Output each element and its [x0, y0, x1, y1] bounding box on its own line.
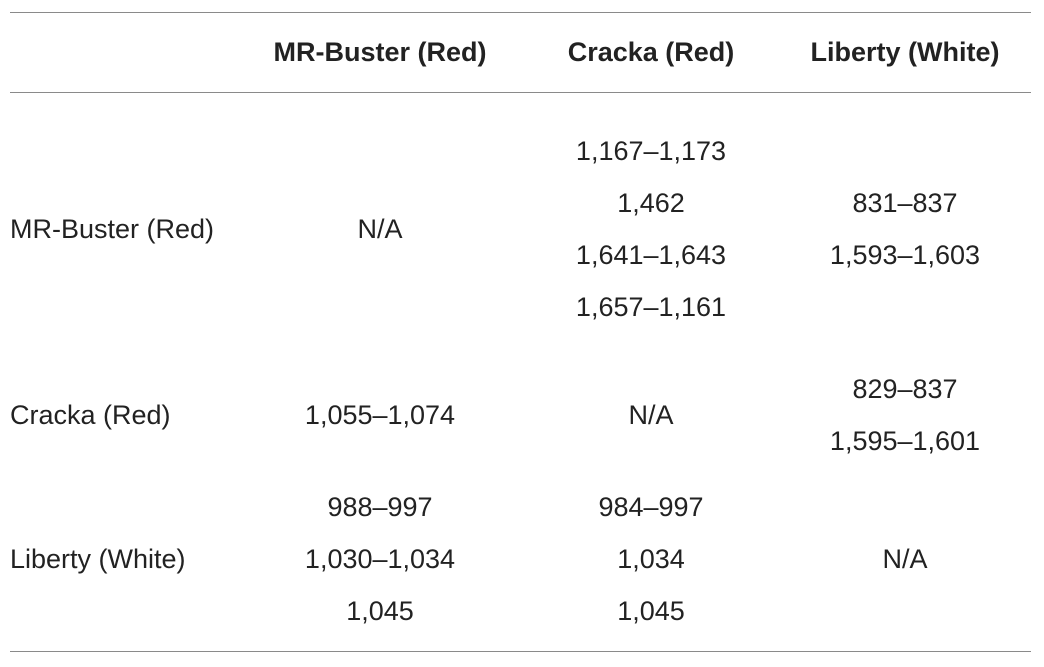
- column-header-cracka: Cracka (Red): [567, 37, 735, 67]
- table-header-rule: [10, 92, 1031, 93]
- table-bottom-rule: [10, 651, 1031, 652]
- cell-value: 831–837: [852, 188, 958, 218]
- cell-mr-buster-cracka: [520, 125, 782, 333]
- cell-mr-buster-mr-buster: [245, 203, 515, 255]
- table-top-rule: [10, 12, 1031, 13]
- column-header-liberty: Liberty (White): [810, 37, 1000, 67]
- cell-value: 1,034: [617, 544, 685, 574]
- cell-value: N/A: [357, 214, 403, 244]
- cell-cracka-mr-buster: [245, 389, 515, 441]
- cell-value: 1,045: [346, 596, 414, 626]
- row-label-cracka: Cracka (Red): [10, 400, 171, 430]
- cell-liberty-liberty: [785, 533, 1025, 585]
- cell-value: 988–997: [327, 492, 433, 522]
- cell-value: 1,593–1,603: [829, 240, 981, 270]
- cell-value: 1,167–1,173: [575, 136, 727, 166]
- column-header-mr-buster: MR-Buster (Red): [273, 37, 487, 67]
- cell-cracka-liberty: [785, 363, 1025, 467]
- cell-value: 1,595–1,601: [829, 426, 981, 456]
- cell-value: 829–837: [852, 374, 958, 404]
- cell-liberty-mr-buster: [245, 481, 515, 637]
- cell-value: 1,641–1,643: [575, 240, 727, 270]
- cell-cracka-cracka: [520, 389, 782, 441]
- cell-value: 1,657–1,161: [575, 292, 727, 322]
- row-label-mr-buster: MR-Buster (Red): [10, 214, 215, 244]
- cell-value: 984–997: [598, 492, 704, 522]
- cell-value: 1,030–1,034: [304, 544, 456, 574]
- cell-value: N/A: [628, 400, 674, 430]
- cell-value: 1,462: [617, 188, 685, 218]
- row-label-liberty: Liberty (White): [10, 544, 186, 574]
- cell-mr-buster-liberty: [785, 177, 1025, 281]
- cell-value: 1,045: [617, 596, 685, 626]
- cell-value: N/A: [882, 544, 928, 574]
- cell-value: 1,055–1,074: [304, 400, 456, 430]
- cell-liberty-cracka: [520, 481, 782, 637]
